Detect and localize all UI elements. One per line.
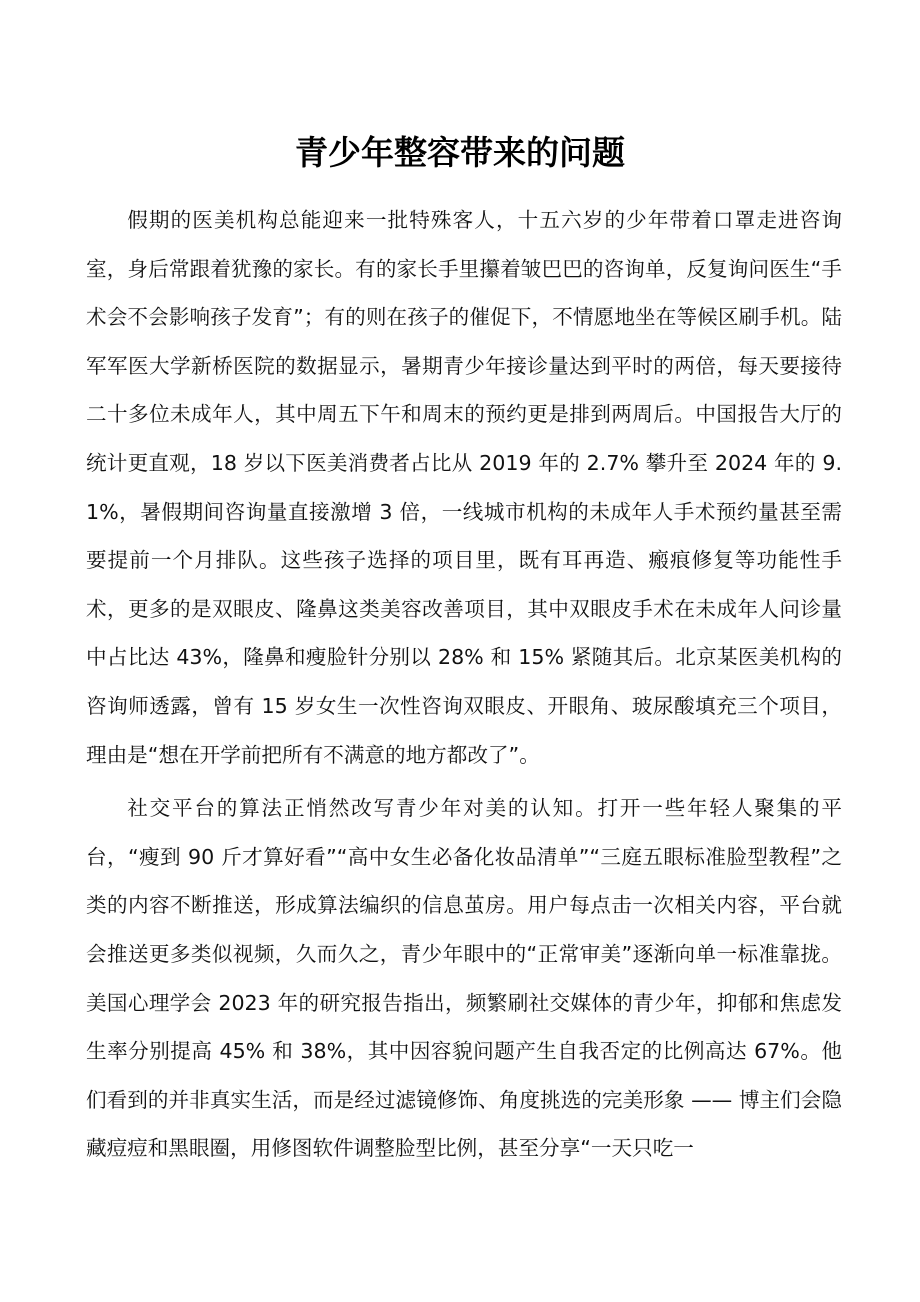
page-title: 青少年整容带来的问题 [295, 133, 625, 172]
paragraph-1: 假期的医美机构总能迎来一批特殊客人，十五六岁的少年带着口罩走进咨询室，身后常跟着犹豫的家长。有的家长手里攥着皱巴巴的咨询单，反复询问医生“手术会不会影响孩子发育”；有的则在孩子的催促下，不情愿地坐在等候区刷手机。陆军军医大学新桥医院的数据显示，暑期青少年接诊量达到平时的两倍，每天要接待二十多位未成年人，其中周五下午和周末的预约更是排到两周后。中国报告大厅的统计更直观，18 岁以下医美消费者占比从 2019 年的 2.7% 攀升至 2024 年的 9.1%，暑假期间咨询量直接激增 3 倍，一线城市机构的未成年人手术预约量甚至需要提前一个月排队。这些孩子选择的项目里，既有耳再造、瘢痕修复等功能性手术，更多的是双眼皮、隆鼻这类美容改善项目，其中双眼皮手术在未成年人问诊量中占比达 43%，隆鼻和瘦脸针分别以 28% 和 15% 紧随其后。北京某医美机构的咨询师透露，曾有 15 岁女生一次性咨询双眼皮、开眼角、玻尿酸填充三个项目，理由是“想在开学前把所有不满意的地方都改了”。 [86, 208, 842, 767]
article-body [86, 196, 842, 1178]
paragraph-2: 社交平台的算法正悄然改写青少年对美的认知。打开一些年轻人聚集的平台，“瘦到 90 斤才算好看”“高中女生必备化妆品清单”“三庭五眼标准脸型教程”之类的内容不断推送，形成算法编织的信息茧房。用户每点击一次相关内容，平台就会推送更多类似视频，久而久之，青少年眼中的“正常审美”逐渐向单一标准靠拢。美国心理学会 2023 年的研究报告指出，频繁刷社交媒体的青少年，抑郁和焦虑发生率分别提高 45% 和 38%，其中因容貌问题产生自我否定的比例高达 67%。他们看到的并非真实生活，而是经过滤镜修饰、角度挑选的完美形象 —— 博主们会隐藏痘痘和黑眼圈，用修图软件调整脸型比例，甚至分享“一天只吃一 [86, 796, 842, 1161]
